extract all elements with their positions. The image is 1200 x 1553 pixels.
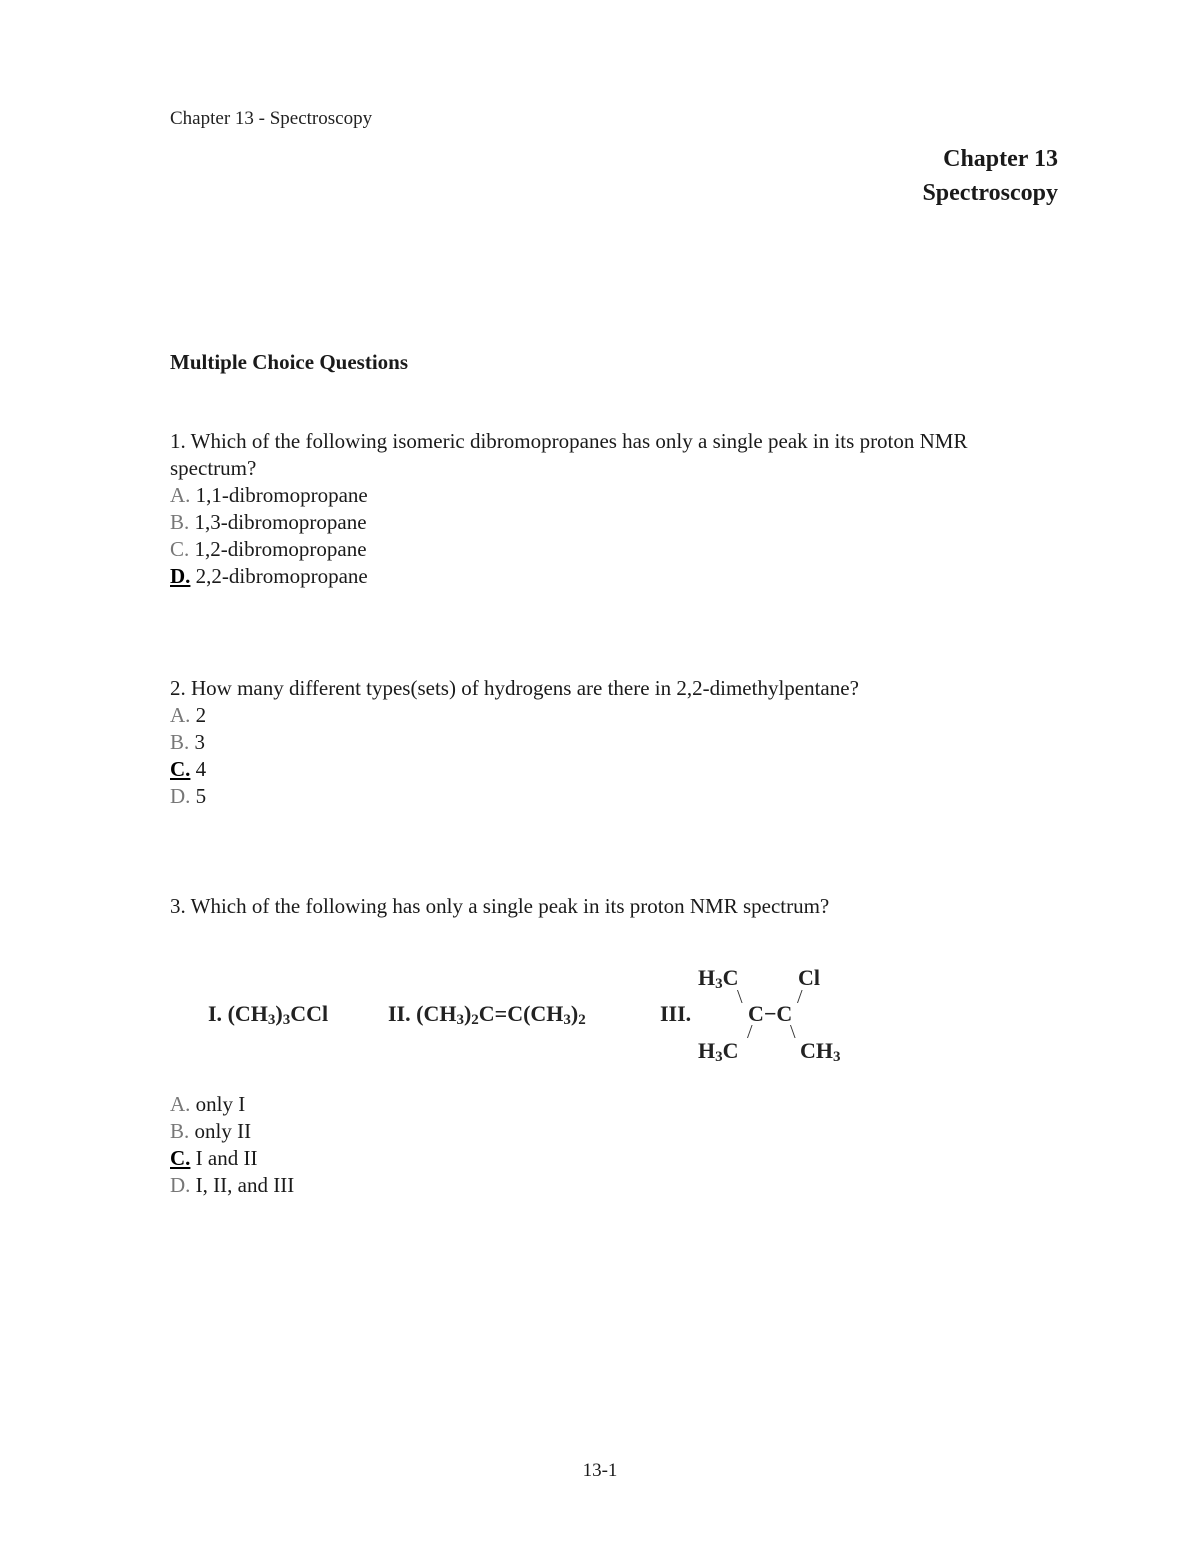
answer-option-correct — [170, 1145, 990, 1172]
option-text: only I — [195, 1092, 246, 1116]
answer-option — [170, 1118, 990, 1145]
option-letter: B. — [170, 730, 190, 754]
answer-option-correct — [170, 756, 990, 783]
option-letter: A. — [170, 703, 191, 727]
section-heading: Multiple Choice Questions — [170, 350, 409, 374]
answer-option — [170, 482, 990, 509]
option-text: 2,2-dibromopropane — [195, 564, 368, 588]
question-text: 3. Which of the following has only a single peak in its proton NMR spectrum? — [170, 894, 830, 918]
structure-III-center: C−C — [748, 1001, 793, 1026]
structure-III-top-right: Cl — [798, 965, 820, 990]
option-letter: B. — [170, 1119, 190, 1143]
option-text: 1,1-dibromopropane — [195, 483, 368, 507]
structure-III-bottom-right: $CH_3$ — [800, 1038, 841, 1065]
answer-option — [170, 509, 990, 536]
option-text: I, II, and III — [195, 1173, 295, 1197]
answer-option — [170, 702, 990, 729]
structure-label: II. — [388, 1001, 411, 1026]
structure-III-label: III. — [660, 1001, 692, 1026]
option-letter: C. — [170, 537, 190, 561]
option-letter: D. — [170, 564, 191, 588]
option-text: 1,2-dibromopropane — [194, 537, 367, 561]
answer-option — [170, 1091, 990, 1118]
question-text: 1. Which of the following isomeric dibromopropanes has only a single peak in its proton NMR spectrum? — [170, 429, 968, 480]
option-letter: C. — [170, 757, 191, 781]
option-letter: A. — [170, 1092, 191, 1116]
structure-label: I. — [208, 1001, 223, 1026]
option-text: 2 — [195, 703, 207, 727]
option-text: 4 — [195, 757, 207, 781]
question-text: 2. How many different types(sets) of hydrogens are there in 2,2-dimethylpentane? — [170, 676, 859, 700]
structure-I: I. $(CH_3)_3CCl$ — [208, 1001, 329, 1028]
answer-option — [170, 1172, 990, 1199]
bond-slash: / — [747, 1021, 753, 1043]
running-header: Chapter 13 - Spectroscopy — [170, 108, 373, 129]
chapter-title-line2: Spectroscopy — [922, 180, 1058, 206]
option-letter: D. — [170, 784, 191, 808]
chapter-title — [922, 142, 1058, 210]
option-letter: C. — [170, 1146, 191, 1170]
answer-option — [170, 536, 990, 563]
answer-option — [170, 729, 990, 756]
structure-III-bottom-left: $H_3C$ — [698, 1038, 739, 1065]
structure-II: II. $(CH_3)_2C=C(CH_3)_2$ — [388, 1001, 586, 1028]
option-letter: A. — [170, 483, 191, 507]
option-text: 3 — [194, 730, 206, 754]
answer-option — [170, 783, 990, 810]
bond-slash: / — [797, 986, 803, 1008]
bond-slash: \ — [790, 1021, 796, 1043]
structure-III-top-left: $H_3C$ — [698, 965, 739, 992]
bond-slash: \ — [737, 986, 743, 1008]
option-text: only II — [194, 1119, 252, 1143]
page-number: 13-1 — [582, 1460, 618, 1481]
question-2 — [170, 675, 990, 810]
chapter-title-line1: Chapter 13 — [943, 146, 1058, 172]
question-1 — [170, 428, 990, 590]
option-letter: B. — [170, 510, 190, 534]
option-text: 5 — [195, 784, 207, 808]
question-3 — [170, 893, 990, 920]
option-text: 1,3-dibromopropane — [194, 510, 367, 534]
question-3-options — [170, 1091, 990, 1199]
option-letter: D. — [170, 1173, 191, 1197]
option-text: I and II — [195, 1146, 258, 1170]
answer-option-correct — [170, 563, 990, 590]
